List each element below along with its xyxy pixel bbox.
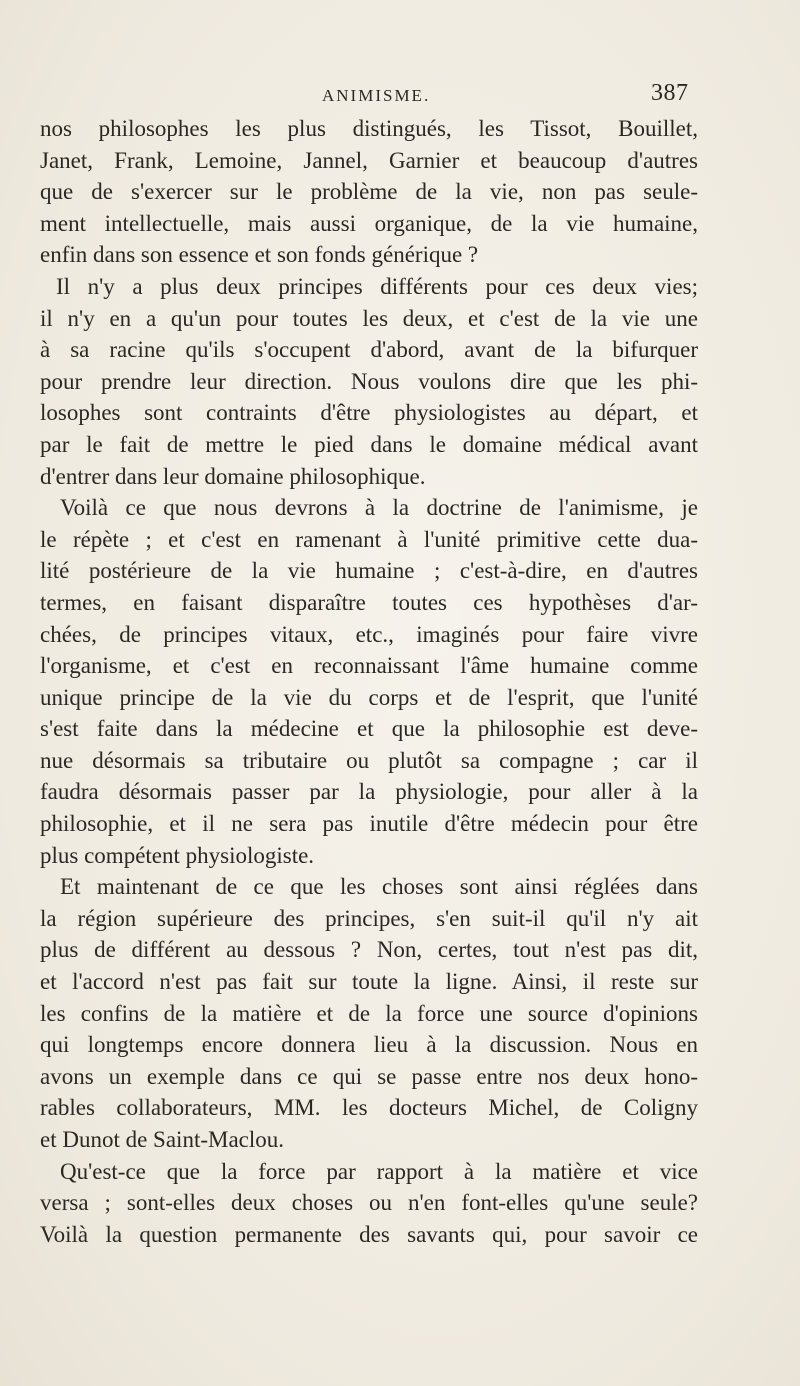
text-line: plus compétent physiologiste. [40, 842, 315, 868]
text-line: l'organisme, et c'est en reconnaissant l'âme humaine comme [40, 653, 698, 679]
text-line: que de s'exercer sur le problème de la vie, non pas seule- [40, 179, 698, 205]
text-line: Voilà la question permanente des savants qui, pour savoir ce [40, 1221, 698, 1247]
text-line: et Dunot de Saint-Maclou. [40, 1127, 285, 1152]
text-line: Il n'y a plus deux principes différents pour ces deux vies; [56, 273, 698, 299]
text-line: le répète ; et c'est en ramenant à l'unité primitive cette dua- [40, 526, 698, 552]
text-line: faudra désormais passer par la physiologie, pour aller à la [40, 779, 698, 805]
text-line: versa ; sont-elles deux choses ou n'en font-elles qu'une seule? [40, 1190, 698, 1216]
text-line: avons un exemple dans ce qui se passe entre nos deux hono- [40, 1063, 698, 1089]
text-line: chées, de principes vitaux, etc., imaginés pour faire vivre [40, 621, 698, 647]
text-line: s'est faite dans la médecine et que la philosophie est deve- [40, 716, 698, 742]
text-line: plus de différent au dessous ? Non, certes, tout n'est pas dit, [40, 937, 698, 963]
page-number: 387 [651, 80, 689, 106]
text-line: à sa racine qu'ils s'occupent d'abord, avant de la bifurquer [40, 337, 698, 363]
text-line: par le fait de mettre le pied dans le domaine médical avant [40, 431, 698, 457]
text-line: unique principe de la vie du corps et de l'esprit, que l'unité [40, 684, 698, 710]
text-line: la région supérieure des principes, s'en suit-il qu'il n'y ait [40, 905, 698, 931]
text-line: lité postérieure de la vie humaine ; c'est-à-dire, en d'autres [40, 558, 698, 584]
text-line: Janet, Frank, Lemoine, Jannel, Garnier et beaucoup d'autres [40, 147, 698, 173]
text-line: philosophie, et il ne sera pas inutile d'être médecin pour être [40, 811, 698, 837]
text-line: ment intellectuelle, mais aussi organique, de la vie humaine, [40, 210, 698, 236]
text-line: les confins de la matière et de la force une source d'opinions [40, 1000, 698, 1026]
text-line: rables collaborateurs, MM. les docteurs Michel, de Coligny [40, 1095, 698, 1121]
text-line: termes, en faisant disparaître toutes ces hypothèses d'ar- [40, 589, 698, 615]
text-line: enfin dans son essence et son fonds générique ? [40, 242, 479, 268]
body-text [40, 113, 698, 1250]
text-line: nos philosophes les plus distingués, les Tissot, Bouillet, [40, 116, 698, 141]
text-line: Et maintenant de ce que les choses sont ainsi réglées dans [60, 874, 698, 900]
running-title: ANIMISME. [322, 86, 431, 105]
text-line: il n'y en a qu'un pour toutes les deux, et c'est de la vie une [40, 305, 698, 331]
text-line: Qu'est-ce que la force par rapport à la matière et vice [60, 1158, 698, 1184]
text-line: nue désormais sa tributaire ou plutôt sa compagne ; car il [40, 747, 698, 773]
text-line: d'entrer dans leur domaine philosophique. [40, 463, 426, 489]
text-line: Voilà ce que nous devrons à la doctrine de l'animisme, je [60, 495, 698, 521]
text-line: losophes sont contraints d'être physiologistes au départ, et [40, 400, 698, 426]
running-head [0, 80, 800, 110]
text-line: qui longtemps encore donnera lieu à la discussion. Nous en [40, 1032, 698, 1058]
text-line: pour prendre leur direction. Nous voulons dire que les phi- [40, 368, 698, 394]
text-line: et l'accord n'est pas fait sur toute la ligne. Ainsi, il reste sur [40, 969, 698, 995]
